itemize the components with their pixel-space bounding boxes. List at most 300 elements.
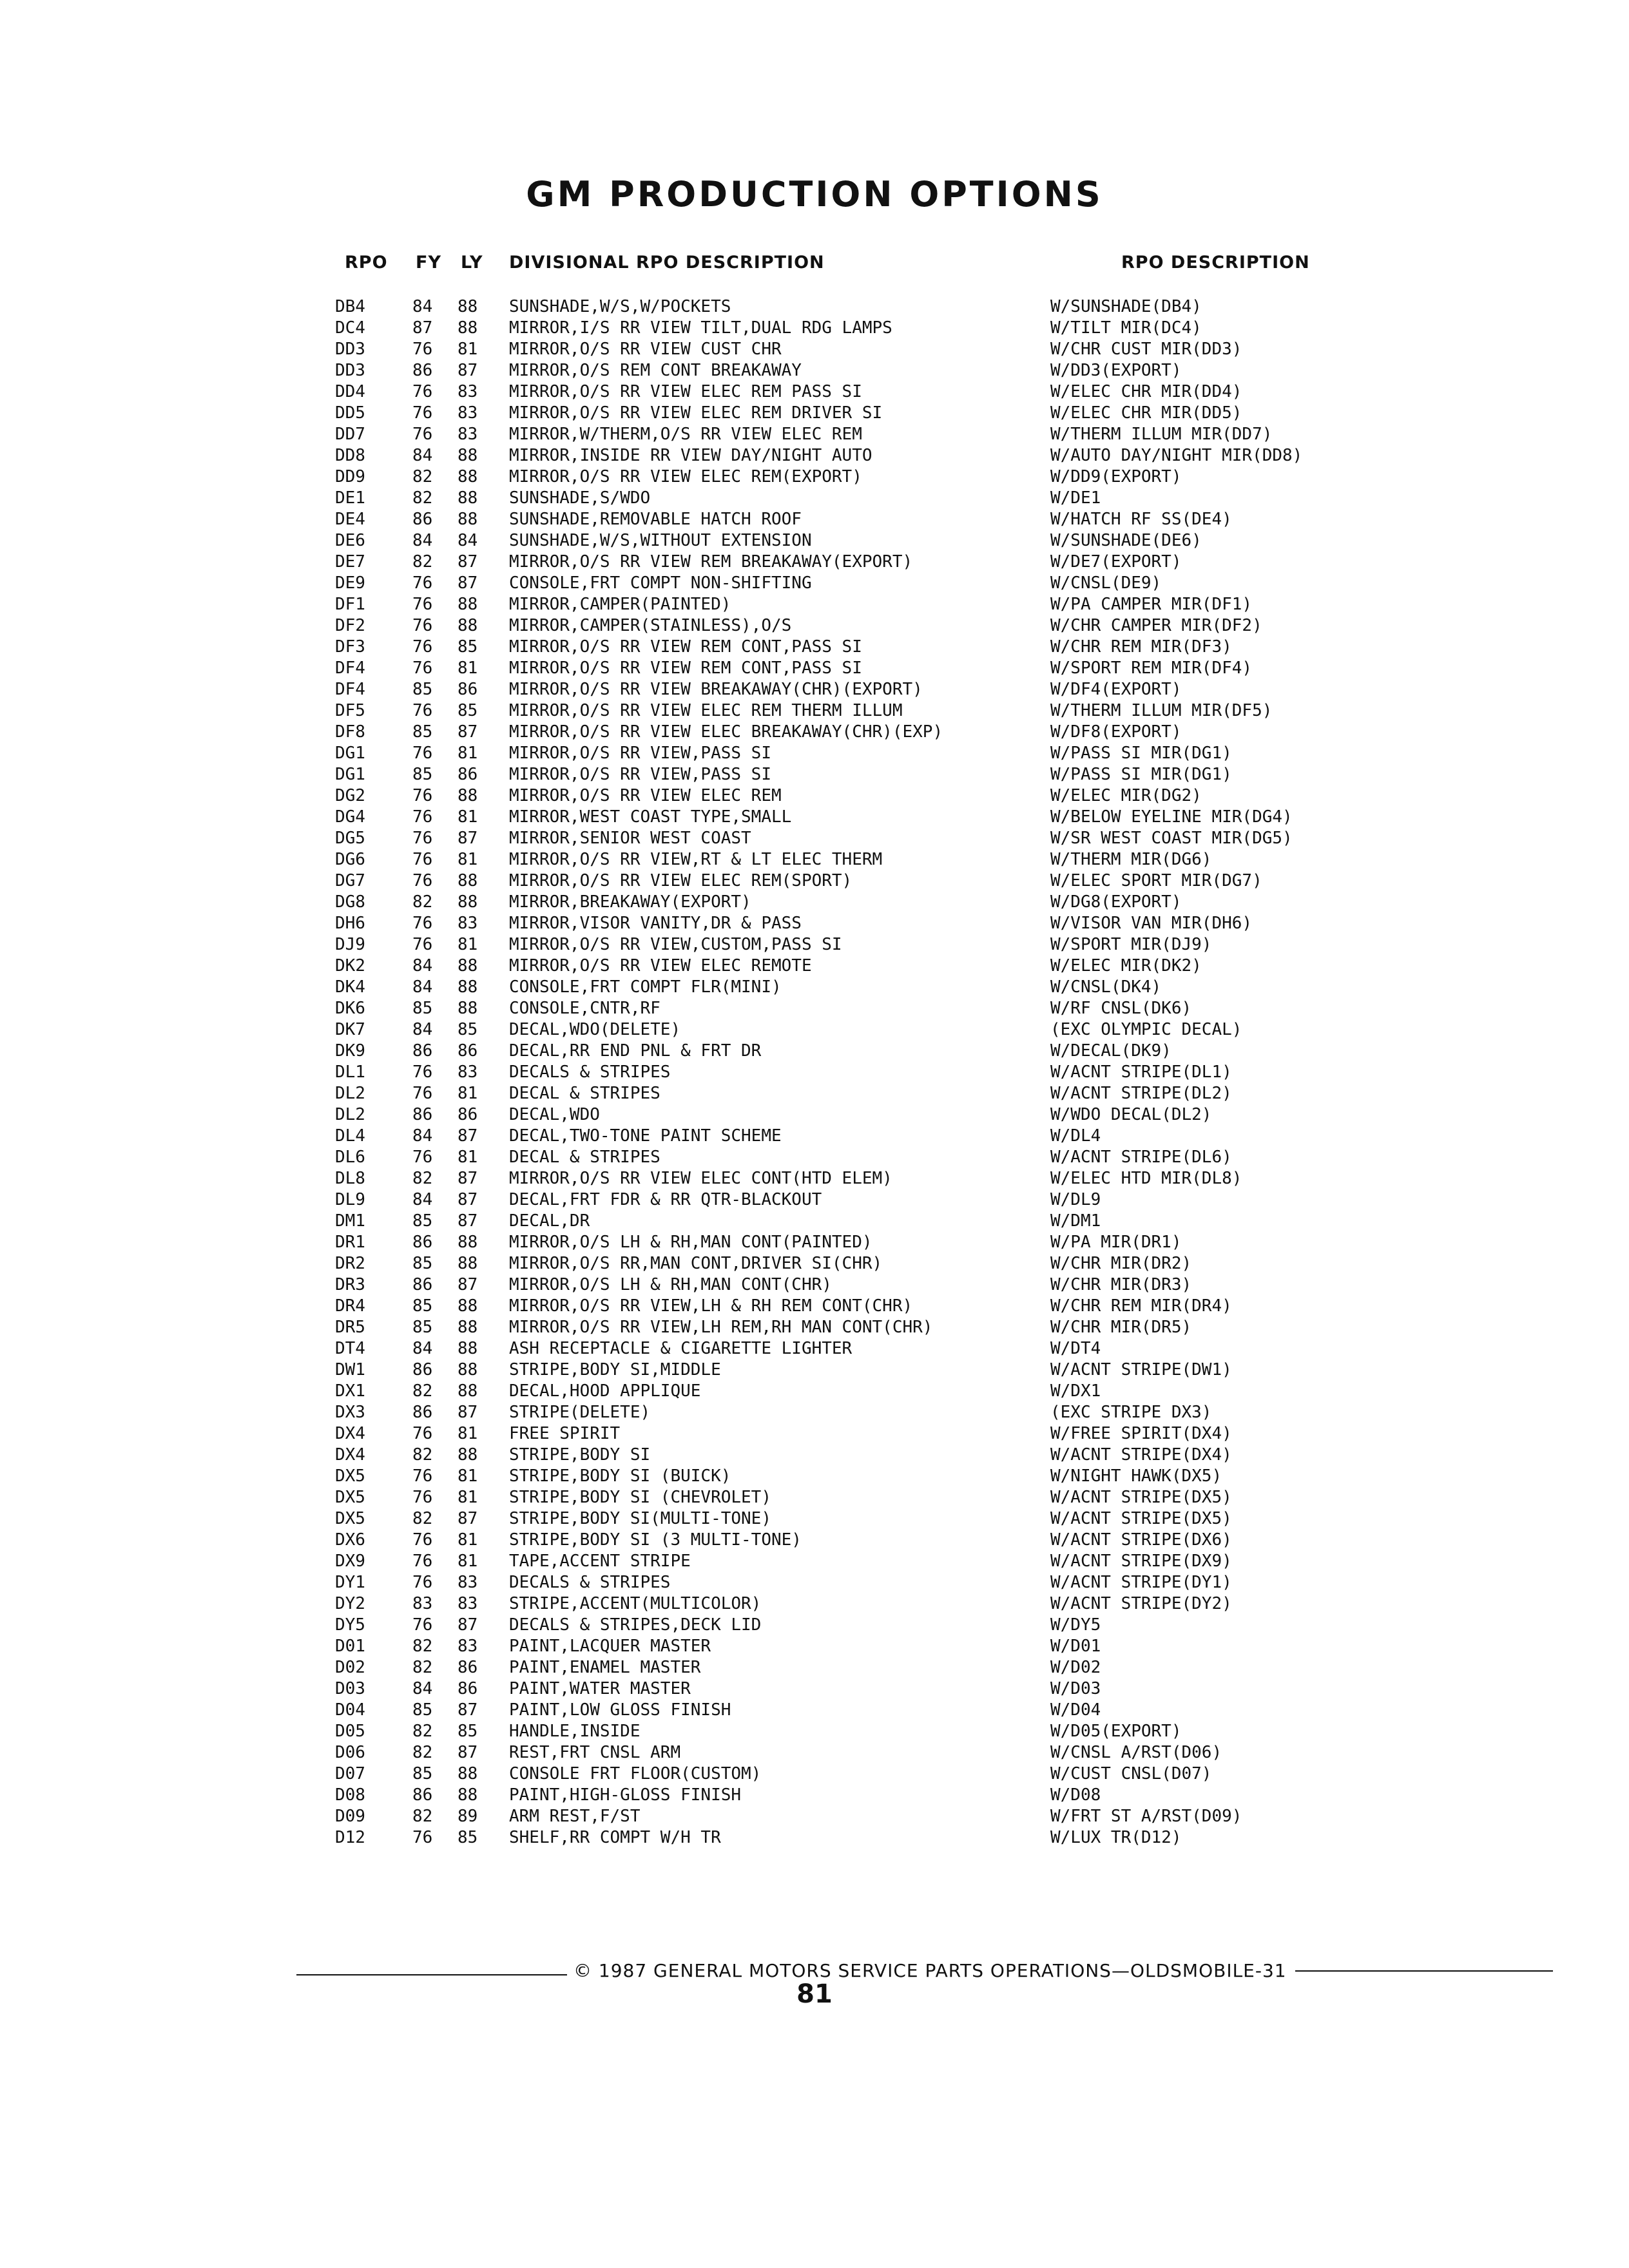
rpo-code: DM1 [335,1211,365,1231]
rpo-code: DR1 [335,1233,365,1252]
rpo-code: DB4 [335,297,365,316]
rpo-description: W/D08 [1050,1785,1101,1805]
rpo-code: DG4 [335,807,365,827]
table-row [335,679,1379,700]
divisional-description: DECALS & STRIPES,DECK LID [509,1615,762,1635]
table-row [335,1381,1379,1402]
rpo-code: DR5 [335,1318,365,1337]
last-year: 88 [458,1296,478,1316]
rpo-code: DL9 [335,1190,365,1209]
first-year: 76 [412,829,433,848]
rpo-code: DH6 [335,914,365,933]
last-year: 83 [458,425,478,444]
rpo-code: DX5 [335,1488,365,1507]
rpo-description: W/ELEC CHR MIR(DD5) [1050,403,1242,423]
last-year: 88 [458,1233,478,1252]
rpo-description: W/DF8(EXPORT) [1050,722,1182,742]
last-year: 86 [458,1658,478,1677]
last-year: 86 [458,1105,478,1124]
rpo-description: W/PA CAMPER MIR(DF1) [1050,595,1253,614]
divisional-description: MIRROR,W/THERM,O/S RR VIEW ELEC REM [509,425,862,444]
table-row [335,1593,1379,1615]
table-row [335,1530,1379,1551]
divisional-description: MIRROR,O/S RR,MAN CONT,DRIVER SI(CHR) [509,1254,883,1273]
last-year: 88 [458,871,478,890]
first-year: 82 [412,1722,433,1741]
rpo-description: W/CHR CUST MIR(DD3) [1050,340,1242,359]
first-year: 76 [412,701,433,720]
rpo-code: D09 [335,1807,365,1826]
rpo-code: DG2 [335,786,365,805]
first-year: 76 [412,1488,433,1507]
last-year: 83 [458,1573,478,1592]
rpo-code: DR3 [335,1275,365,1294]
rpo-description: W/ELEC MIR(DG2) [1050,786,1202,805]
divisional-description: DECAL & STRIPES [509,1084,660,1103]
table-row [335,807,1379,828]
divisional-description: MIRROR,O/S RR VIEW ELEC BREAKAWAY(CHR)(EXP) [509,722,943,742]
last-year: 81 [458,658,478,678]
first-year: 82 [412,488,433,508]
rpo-description: W/THERM ILLUM MIR(DF5) [1050,701,1273,720]
divisional-description: STRIPE,BODY SI (BUICK) [509,1466,731,1486]
rpo-description: W/DE7(EXPORT) [1050,552,1182,572]
rpo-code: DK2 [335,956,365,975]
rpo-code: DG8 [335,892,365,912]
rpo-description: W/SPORT MIR(DJ9) [1050,935,1212,954]
rpo-code: DE6 [335,531,365,550]
rpo-description: W/DD9(EXPORT) [1050,467,1182,486]
first-year: 76 [412,425,433,444]
divisional-description: DECALS & STRIPES [509,1062,671,1082]
last-year: 88 [458,1318,478,1337]
rpo-code: DX1 [335,1381,365,1401]
last-year: 81 [458,1552,478,1571]
divisional-description: MIRROR,O/S RR VIEW,LH REM,RH MAN CONT(CHR) [509,1318,933,1337]
table-row [335,1806,1379,1827]
table-row [335,381,1379,403]
table-row [335,956,1379,977]
divisional-description: PAINT,LACQUER MASTER [509,1637,711,1656]
last-year: 87 [458,361,478,380]
rpo-description: W/ACNT STRIPE(DX5) [1050,1509,1232,1528]
last-year: 88 [458,1764,478,1783]
rpo-description: W/THERM MIR(DG6) [1050,850,1212,869]
rpo-code: DF5 [335,701,365,720]
divisional-description: CONSOLE,FRT COMPT NON-SHIFTING [509,573,812,593]
first-year: 76 [412,1062,433,1082]
first-year: 84 [412,956,433,975]
rpo-code: DY5 [335,1615,365,1635]
table-row [335,743,1379,764]
divisional-description: MIRROR,O/S RR VIEW ELEC CONT(HTD ELEM) [509,1169,892,1188]
table-row [335,296,1379,318]
divisional-description: MIRROR,O/S RR VIEW,PASS SI [509,765,771,784]
last-year: 88 [458,786,478,805]
rpo-code: DX5 [335,1509,365,1528]
first-year: 76 [412,1466,433,1486]
rpo-description: W/DT4 [1050,1339,1101,1358]
first-year: 84 [412,1339,433,1358]
rpo-description: W/VISOR VAN MIR(DH6) [1050,914,1253,933]
rpo-code: DD8 [335,446,365,465]
rpo-code: DF1 [335,595,365,614]
rpo-code: D05 [335,1722,365,1741]
divisional-description: MIRROR,O/S RR VIEW REM BREAKAWAY(EXPORT) [509,552,913,572]
rpo-code: DL2 [335,1084,365,1103]
divisional-description: STRIPE,BODY SI(MULTI-TONE) [509,1509,771,1528]
first-year: 76 [412,1148,433,1167]
first-year: 82 [412,1445,433,1465]
first-year: 76 [412,403,433,423]
first-year: 76 [412,340,433,359]
last-year: 83 [458,1594,478,1613]
first-year: 76 [412,595,433,614]
last-year: 83 [458,403,478,423]
divisional-description: PAINT,HIGH-GLOSS FINISH [509,1785,742,1805]
last-year: 88 [458,446,478,465]
table-row [335,1700,1379,1721]
last-year: 81 [458,1148,478,1167]
first-year: 86 [412,1785,433,1805]
divisional-description: MIRROR,O/S RR VIEW,CUSTOM,PASS SI [509,935,842,954]
divisional-description: MIRROR,BREAKAWAY(EXPORT) [509,892,751,912]
first-year: 86 [412,1403,433,1422]
table-row [335,764,1379,785]
table-row [335,1785,1379,1806]
last-year: 88 [458,892,478,912]
rpo-description: W/ACNT STRIPE(DX6) [1050,1530,1232,1550]
first-year: 85 [412,999,433,1018]
rpo-description: W/DM1 [1050,1211,1101,1231]
rpo-description: W/SUNSHADE(DE6) [1050,531,1202,550]
divisional-description: PAINT,ENAMEL MASTER [509,1658,701,1677]
rpo-code: DG1 [335,765,365,784]
table-row [335,1721,1379,1742]
rpo-code: DG5 [335,829,365,848]
divisional-description: MIRROR,CAMPER(STAINLESS),O/S [509,616,792,635]
last-year: 88 [458,297,478,316]
rpo-description: W/FRT ST A/RST(D09) [1050,1807,1242,1826]
table-row [335,870,1379,892]
last-year: 87 [458,1615,478,1635]
table-row [335,1317,1379,1338]
rpo-code: DX9 [335,1552,365,1571]
table-row [335,658,1379,679]
last-year: 81 [458,1466,478,1486]
column-header-divisional: DIVISIONAL RPO DESCRIPTION [509,253,825,273]
rpo-description: W/PASS SI MIR(DG1) [1050,765,1232,784]
first-year: 76 [412,1552,433,1571]
rpo-description: W/DX1 [1050,1381,1101,1401]
divisional-description: STRIPE,BODY SI,MIDDLE [509,1360,721,1379]
first-year: 76 [412,658,433,678]
rpo-code: DY2 [335,1594,365,1613]
column-header-ly: LY [461,253,483,273]
last-year: 87 [458,1509,478,1528]
table-row [335,892,1379,913]
table-row [335,700,1379,722]
table-row [335,594,1379,615]
rpo-description: W/CUST CNSL(D07) [1050,1764,1212,1783]
first-year: 87 [412,318,433,338]
table-row [335,1466,1379,1487]
last-year: 86 [458,680,478,699]
rpo-description: W/ACNT STRIPE(DY1) [1050,1573,1232,1592]
rpo-description: W/ELEC CHR MIR(DD4) [1050,382,1242,401]
table-row [335,637,1379,658]
divisional-description: DECALS & STRIPES [509,1573,671,1592]
table-row [335,488,1379,509]
table-row [335,445,1379,466]
footer-rule-left [296,1974,567,1975]
divisional-description: CONSOLE,FRT COMPT FLR(MINI) [509,977,782,997]
first-year: 82 [412,552,433,572]
divisional-description: MIRROR,O/S RR VIEW ELEC REMOTE [509,956,812,975]
rpo-code: DD9 [335,467,365,486]
rpo-description: W/ACNT STRIPE(DL1) [1050,1062,1232,1082]
divisional-description: TAPE,ACCENT STRIPE [509,1552,691,1571]
table-row [335,552,1379,573]
divisional-description: MIRROR,O/S RR VIEW CUST CHR [509,340,782,359]
first-year: 82 [412,1637,433,1656]
rpo-description: W/CHR MIR(DR3) [1050,1275,1192,1294]
rpo-code: D01 [335,1637,365,1656]
divisional-description: SUNSHADE,S/WDO [509,488,651,508]
rpo-description: W/D05(EXPORT) [1050,1722,1182,1741]
rpo-description: W/FREE SPIRIT(DX4) [1050,1424,1232,1443]
table-row [335,1168,1379,1189]
table-row [335,318,1379,339]
divisional-description: STRIPE,BODY SI [509,1445,651,1465]
last-year: 83 [458,1062,478,1082]
divisional-description: MIRROR,O/S RR VIEW ELEC REM(SPORT) [509,871,853,890]
last-year: 85 [458,701,478,720]
first-year: 86 [412,1360,433,1379]
rpo-description: W/DE1 [1050,488,1101,508]
rpo-description: W/CNSL A/RST(D06) [1050,1743,1222,1762]
first-year: 86 [412,1105,433,1124]
table-row [335,977,1379,998]
table-row [335,1274,1379,1296]
last-year: 86 [458,1041,478,1061]
last-year: 88 [458,977,478,997]
divisional-description: DECAL,FRT FDR & RR QTR-BLACKOUT [509,1190,822,1209]
last-year: 85 [458,637,478,657]
table-row [335,1232,1379,1253]
column-header-rpo: RPO [345,253,388,273]
last-year: 85 [458,1828,478,1847]
rpo-code: D04 [335,1700,365,1720]
divisional-description: STRIPE,BODY SI (3 MULTI-TONE) [509,1530,802,1550]
divisional-description: STRIPE,ACCENT(MULTICOLOR) [509,1594,762,1613]
divisional-description: MIRROR,O/S RR VIEW,LH & RH REM CONT(CHR) [509,1296,913,1316]
rpo-code: DK9 [335,1041,365,1061]
rpo-code: DE9 [335,573,365,593]
last-year: 81 [458,744,478,763]
divisional-description: MIRROR,O/S RR VIEW REM CONT,PASS SI [509,637,862,657]
last-year: 86 [458,1679,478,1698]
first-year: 76 [412,871,433,890]
divisional-description: ASH RECEPTACLE & CIGARETTE LIGHTER [509,1339,853,1358]
first-year: 76 [412,382,433,401]
rpo-code: DD5 [335,403,365,423]
first-year: 84 [412,297,433,316]
table-row [335,530,1379,552]
last-year: 84 [458,531,478,550]
rpo-description: W/SR WEST COAST MIR(DG5) [1050,829,1293,848]
first-year: 76 [412,637,433,657]
first-year: 84 [412,1020,433,1039]
footer-rule-right [1295,1970,1553,1972]
rpo-description: W/ACNT STRIPE(DW1) [1050,1360,1232,1379]
first-year: 84 [412,446,433,465]
table-row [335,1445,1379,1466]
rpo-description: W/ACNT STRIPE(DL6) [1050,1148,1232,1167]
page-number: 81 [796,1979,833,2009]
rpo-description: W/DECAL(DK9) [1050,1041,1171,1061]
table-row [335,913,1379,934]
rpo-code: DF8 [335,722,365,742]
first-year: 76 [412,744,433,763]
rpo-description: W/DL4 [1050,1126,1101,1146]
first-year: 85 [412,1296,433,1316]
rpo-description: W/DY5 [1050,1615,1101,1635]
rpo-description: W/D02 [1050,1658,1101,1677]
divisional-description: HANDLE,INSIDE [509,1722,641,1741]
last-year: 88 [458,595,478,614]
table-row [335,1104,1379,1126]
page-title: GM PRODUCTION OPTIONS [526,174,1103,215]
first-year: 76 [412,914,433,933]
first-year: 85 [412,765,433,784]
table-row [335,1487,1379,1508]
first-year: 86 [412,1233,433,1252]
table-row [335,466,1379,488]
table-row [335,1296,1379,1317]
table-row [335,1360,1379,1381]
table-row [335,1763,1379,1785]
last-year: 81 [458,1084,478,1103]
divisional-description: FREE SPIRIT [509,1424,621,1443]
table-row [335,828,1379,849]
divisional-description: MIRROR,VISOR VANITY,DR & PASS [509,914,802,933]
rpo-code: DE7 [335,552,365,572]
divisional-description: MIRROR,O/S REM CONT BREAKAWAY [509,361,802,380]
table-row [335,573,1379,594]
rpo-code: DG6 [335,850,365,869]
table-row [335,998,1379,1019]
rpo-description: (EXC STRIPE DX3) [1050,1403,1212,1422]
divisional-description: STRIPE(DELETE) [509,1403,651,1422]
last-year: 87 [458,829,478,848]
divisional-description: MIRROR,O/S RR VIEW ELEC REM DRIVER SI [509,403,883,423]
last-year: 89 [458,1807,478,1826]
table-row [335,934,1379,956]
rpo-description: W/D03 [1050,1679,1101,1698]
first-year: 82 [412,1381,433,1401]
divisional-description: PAINT,LOW GLOSS FINISH [509,1700,731,1720]
first-year: 82 [412,1743,433,1762]
rpo-description: W/THERM ILLUM MIR(DD7) [1050,425,1273,444]
rpo-description: W/ELEC SPORT MIR(DG7) [1050,871,1262,890]
last-year: 87 [458,1403,478,1422]
first-year: 76 [412,1615,433,1635]
divisional-description: DECAL,DR [509,1211,590,1231]
rpo-description: W/SPORT REM MIR(DF4) [1050,658,1253,678]
rpo-code: DG7 [335,871,365,890]
rpo-code: DL2 [335,1105,365,1124]
rpo-description: W/DL9 [1050,1190,1101,1209]
rpo-code: DD3 [335,340,365,359]
divisional-description: ARM REST,F/ST [509,1807,641,1826]
rpo-description: W/ACNT STRIPE(DX5) [1050,1488,1232,1507]
rpo-description: W/DG8(EXPORT) [1050,892,1182,912]
divisional-description: MIRROR,O/S RR VIEW ELEC REM [509,786,782,805]
last-year: 88 [458,1381,478,1401]
table-row [335,1062,1379,1083]
rpo-code: DE1 [335,488,365,508]
divisional-description: MIRROR,O/S RR VIEW,PASS SI [509,744,771,763]
first-year: 82 [412,1807,433,1826]
last-year: 88 [458,1445,478,1465]
rpo-code: DK6 [335,999,365,1018]
rpo-description: W/CHR REM MIR(DF3) [1050,637,1232,657]
first-year: 76 [412,616,433,635]
rpo-description: W/AUTO DAY/NIGHT MIR(DD8) [1050,446,1303,465]
rpo-description: W/LUX TR(D12) [1050,1828,1182,1847]
rpo-description: W/PA MIR(DR1) [1050,1233,1182,1252]
table-row [335,1742,1379,1763]
last-year: 87 [458,552,478,572]
rpo-code: DG1 [335,744,365,763]
first-year: 85 [412,1700,433,1720]
last-year: 87 [458,722,478,742]
rpo-code: DY1 [335,1573,365,1592]
divisional-description: MIRROR,O/S RR VIEW ELEC REM PASS SI [509,382,862,401]
first-year: 82 [412,892,433,912]
last-year: 88 [458,1785,478,1805]
last-year: 88 [458,616,478,635]
table-row [335,1019,1379,1041]
rpo-description: W/D01 [1050,1637,1101,1656]
rpo-description: W/DD3(EXPORT) [1050,361,1182,380]
last-year: 88 [458,1360,478,1379]
divisional-description: DECAL,RR END PNL & FRT DR [509,1041,762,1061]
table-row [335,509,1379,530]
divisional-description: MIRROR,CAMPER(PAINTED) [509,595,731,614]
last-year: 88 [458,1339,478,1358]
column-header-fy: FY [416,253,441,273]
divisional-description: CONSOLE FRT FLOOR(CUSTOM) [509,1764,762,1783]
rpo-description: W/CHR REM MIR(DR4) [1050,1296,1232,1316]
divisional-description: PAINT,WATER MASTER [509,1679,691,1698]
divisional-description: MIRROR,O/S RR VIEW REM CONT,PASS SI [509,658,862,678]
first-year: 83 [412,1594,433,1613]
first-year: 84 [412,977,433,997]
first-year: 76 [412,807,433,827]
rpo-code: DR2 [335,1254,365,1273]
rpo-code: DE4 [335,510,365,529]
rpo-code: DX4 [335,1424,365,1443]
last-year: 87 [458,1275,478,1294]
last-year: 87 [458,1190,478,1209]
first-year: 85 [412,1254,433,1273]
rpo-description: W/TILT MIR(DC4) [1050,318,1202,338]
rpo-description: W/NIGHT HAWK(DX5) [1050,1466,1222,1486]
last-year: 81 [458,340,478,359]
rpo-code: DX3 [335,1403,365,1422]
